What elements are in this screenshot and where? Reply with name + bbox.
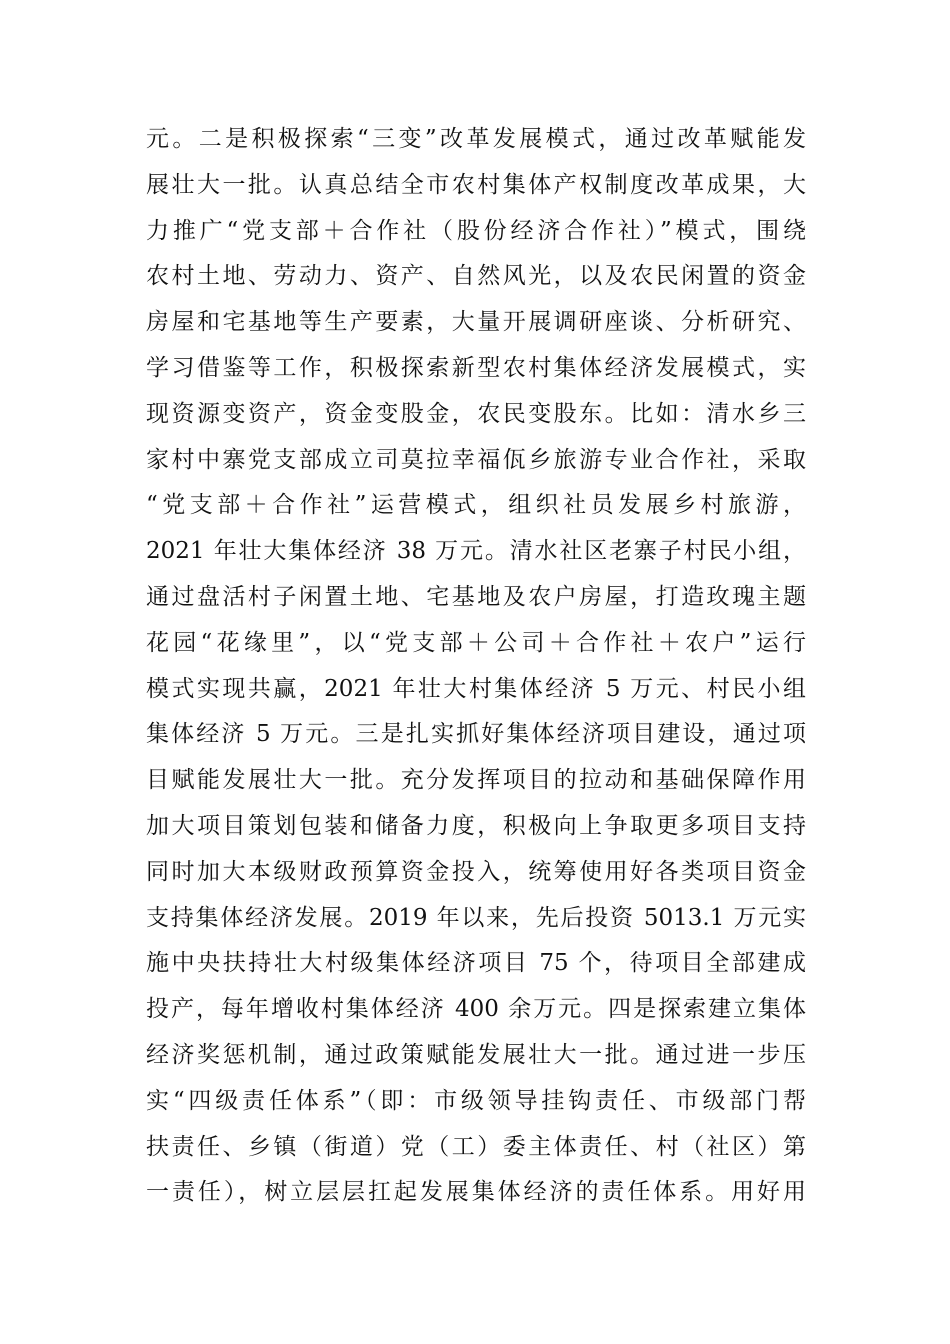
text-line: 现资源变资产，资金变股金，农民变股东。比如：清水乡三	[146, 400, 806, 427]
text-line: 花园“花缘里”，以“党支部＋公司＋合作社＋农户”运行	[146, 629, 806, 656]
text-line: 农村土地、劳动力、资产、自然风光，以及农民闲置的资金	[146, 263, 806, 290]
text-line: “党支部＋合作社”运营模式，组织社员发展乡村旅游，	[146, 492, 806, 519]
text-line: 展壮大一批。认真总结全市农村集体产权制度改革成果，大	[146, 171, 806, 198]
text-line: 一责任），树立层层扛起发展集体经济的责任体系。用好用	[146, 1179, 806, 1206]
text-line: 目赋能发展壮大一批。充分发挥项目的拉动和基础保障作用	[146, 767, 806, 794]
text-line: 力推广“党支部＋合作社（股份经济合作社）”模式，围绕	[146, 217, 806, 244]
text-line: 房屋和宅基地等生产要素，大量开展调研座谈、分析研究、	[146, 309, 806, 336]
text-line: 2021 年壮大集体经济 38 万元。清水社区老寨子村民小组，	[146, 538, 806, 565]
text-line: 学习借鉴等工作，积极探索新型农村集体经济发展模式，实	[146, 354, 806, 381]
text-line: 施中央扶持壮大村级集体经济项目 75 个，待项目全部建成	[146, 950, 806, 977]
text-line: 实“四级责任体系”（即：市级领导挂钩责任、市级部门帮	[146, 1087, 806, 1114]
text-line: 模式实现共赢，2021 年壮大村集体经济 5 万元、村民小组	[146, 675, 806, 702]
text-line: 元。二是积极探索“三变”改革发展模式，通过改革赋能发	[146, 126, 806, 152]
text-line: 家村中寨党支部成立司莫拉幸福佤乡旅游专业合作社，采取	[146, 446, 806, 473]
text-line: 同时加大本级财政预算资金投入，统筹使用好各类项目资金	[146, 858, 806, 885]
text-line: 扶责任、乡镇（街道）党（工）委主体责任、村（社区）第	[146, 1133, 806, 1160]
text-line: 支持集体经济发展。2019 年以来，先后投资 5013.1 万元实	[146, 904, 806, 931]
body-paragraph	[146, 117, 806, 1216]
text-line: 经济奖惩机制，通过政策赋能发展壮大一批。通过进一步压	[146, 1041, 806, 1068]
text-line: 加大项目策划包装和储备力度，积极向上争取更多项目支持	[146, 812, 806, 839]
text-line: 通过盘活村子闲置土地、宅基地及农户房屋，打造玫瑰主题	[146, 583, 806, 610]
text-line: 集体经济 5 万元。三是扎实抓好集体经济项目建设，通过项	[146, 721, 806, 748]
text-line: 投产，每年增收村集体经济 400 余万元。四是探索建立集体	[146, 996, 806, 1023]
